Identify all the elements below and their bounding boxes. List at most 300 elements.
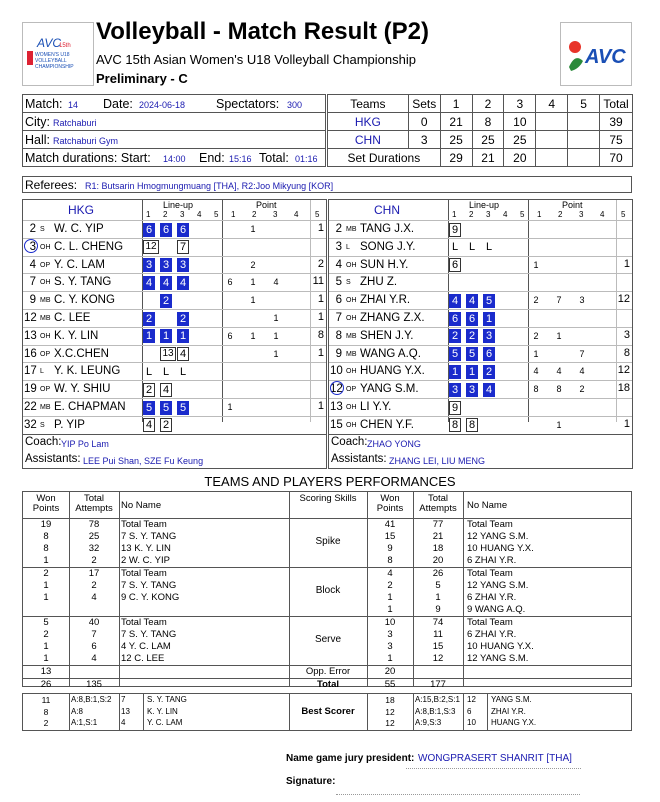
set-points: 1 [556, 419, 562, 430]
sets-cell: 25 [504, 131, 536, 149]
player-name: SUN H.Y. [360, 258, 409, 271]
point-set-number: 4 [600, 210, 605, 219]
opp-error-right: 20 [384, 666, 396, 677]
won-points-cell: 1 [43, 555, 49, 566]
won-points-cell: 1 [387, 653, 393, 664]
player-number: 4 [29, 258, 36, 271]
lineup-cell: 9 [449, 223, 461, 237]
assistants-label: Assistants: [25, 453, 81, 465]
best-scorer-table [22, 693, 632, 731]
player-number: 4 [335, 258, 342, 271]
best-number: 6 [467, 706, 472, 716]
point-set-number: 1 [537, 210, 542, 219]
lineup-cell: 5 [483, 294, 495, 308]
attempts-cell: 1 [435, 592, 441, 603]
phase-label: Preliminary - C [96, 71, 188, 86]
player-position: MB [40, 297, 51, 305]
player-name: W. C. YIP [54, 223, 104, 235]
set-points: 1 [273, 348, 279, 359]
sets-header-cell: 2 [472, 95, 504, 113]
player-position: OH [346, 404, 357, 411]
city-label: City: [25, 115, 50, 129]
player-name: ZHAI Y.R. [360, 294, 411, 307]
won-points-cell: 1 [387, 604, 393, 615]
point-header: Point [256, 200, 277, 210]
sets-cell [568, 131, 600, 149]
sets-cell: 39 [599, 113, 632, 131]
player-number: 17 [24, 365, 37, 378]
player-total-points: 11 [312, 275, 324, 288]
captain-marker [24, 239, 38, 253]
lineup-set-number: 4 [503, 210, 508, 219]
total-attempts-right: 177 [430, 679, 446, 690]
attempts-cell: 74 [432, 617, 444, 628]
player-number: 6 [335, 294, 342, 307]
best-name: K. Y. LIN [147, 706, 178, 716]
player-total-points: 12 [617, 364, 630, 377]
sets-score-table [327, 94, 633, 167]
match-number: 14 [68, 100, 79, 110]
attempts-cell: 25 [88, 531, 100, 542]
set-points: 2 [250, 259, 256, 270]
column-divider [119, 694, 120, 730]
point-set-number: 5 [621, 210, 626, 219]
set-points: 1 [250, 224, 256, 234]
jury-underline [406, 768, 581, 769]
set-points: 3 [579, 295, 585, 306]
player-position: MB [346, 350, 357, 358]
sets-cell: 0 [408, 113, 440, 131]
player-name: Y. C. LAM [54, 258, 105, 271]
lineup-set-number: 2 [163, 210, 168, 219]
player-name-cell: 12 YANG S.M. [467, 531, 529, 542]
performance-title: TEAMS AND PLAYERS PERFORMANCES [204, 474, 456, 489]
lineup-cell: 6 [177, 223, 189, 237]
player-number: 19 [24, 383, 37, 396]
svg-text:CHAMPIONSHIP: CHAMPIONSHIP [35, 64, 74, 70]
lineup-cell: 2 [160, 294, 172, 308]
duration-label: Match durations: Start: [25, 151, 151, 165]
attempts-cell: 32 [88, 543, 100, 554]
point-set-number: 1 [231, 210, 236, 219]
player-name: LI Y.Y. [360, 401, 392, 413]
player-position: OH [346, 261, 357, 269]
lineup-cell: 3 [143, 258, 155, 272]
assistants-label: Assistants: [331, 453, 387, 465]
player-position: MB [40, 315, 51, 322]
sets-header-cell: 3 [504, 95, 536, 113]
player-position: OH [40, 279, 51, 287]
player-number: 5 [335, 276, 342, 289]
sets-cell: 8 [472, 113, 504, 131]
assistants-names: LEE Pui Shan, SZE Fu Keung [83, 456, 204, 466]
match-info-box [22, 94, 326, 167]
player-row [329, 327, 632, 345]
set-points: 1 [273, 330, 279, 341]
player-number: 10 [330, 365, 343, 378]
player-name: S. Y. TANG [54, 276, 112, 289]
lineup-set-number: 5 [214, 210, 219, 219]
player-position: OP [40, 261, 51, 269]
attempts-cell: 2 [91, 580, 97, 591]
won-points-cell: 2 [387, 580, 393, 591]
attempts-cell: 15 [432, 641, 444, 652]
won-points-cell: 4 [387, 568, 393, 579]
performance-table [22, 491, 632, 690]
championship-logo [22, 22, 94, 86]
set-points: 2 [533, 330, 539, 341]
player-total-points: 1 [317, 293, 324, 306]
player-position: OP [40, 386, 51, 394]
sets-cell: 25 [440, 131, 472, 149]
skill-name: Spike [315, 536, 341, 547]
duration-cell: 21 [472, 149, 504, 167]
attempts-cell: 40 [88, 617, 100, 628]
coach-label: Coach: [331, 436, 368, 448]
won-points-cell: 1 [43, 580, 49, 591]
player-total-points: 18 [617, 382, 630, 395]
duration-cell: 20 [504, 149, 536, 167]
lineup-cell: 3 [466, 383, 478, 397]
player-row [23, 345, 326, 363]
won-points-cell: 2 [43, 568, 49, 579]
set-points: 8 [556, 384, 562, 395]
player-row [329, 256, 632, 274]
best-points: 8 [43, 706, 49, 717]
sets-cell: 3 [408, 131, 440, 149]
player-total-points: 1 [623, 257, 630, 270]
player-number: 16 [24, 347, 37, 360]
player-number: 13 [330, 401, 343, 413]
signature-label: Signature: [286, 776, 336, 787]
best-breakdown: A:8 [71, 706, 84, 716]
player-name-cell: 7 S. Y. TANG [121, 531, 177, 542]
player-row [329, 416, 632, 434]
set-points: 4 [273, 277, 279, 288]
lineup-cell: 1 [177, 329, 189, 343]
total-attempts-left: 135 [86, 679, 102, 690]
point-header: Point [562, 200, 583, 210]
player-total-points: 3 [623, 328, 630, 341]
player-number: 12 [330, 383, 343, 396]
player-name: K. Y. LIN [54, 329, 99, 342]
player-row [329, 362, 632, 380]
lineup-cell: 1 [160, 329, 172, 343]
player-row [23, 238, 326, 256]
point-set-number: 2 [252, 210, 257, 219]
attempts-cell: 9 [435, 604, 441, 615]
player-name-cell: 9 C. Y. KONG [121, 592, 180, 603]
coach-label: Coach: [25, 436, 62, 448]
best-points: 2 [43, 718, 49, 728]
sets-header-cell: Total [599, 95, 632, 113]
player-total-points: 1 [623, 417, 630, 430]
player-position: OH [346, 368, 357, 376]
won-points-cell: 5 [43, 617, 49, 628]
set-points: 7 [579, 348, 585, 359]
player-number: 15 [330, 418, 343, 431]
best-points: 18 [385, 695, 395, 705]
lineup-cell: 5 [449, 347, 461, 361]
player-number: 3 [29, 240, 36, 253]
player-name: SONG J.Y. [360, 240, 416, 253]
divider [23, 434, 326, 435]
lineup-cell: 3 [483, 329, 495, 343]
set-points: 8 [533, 384, 539, 395]
attempts-cell: 20 [432, 555, 444, 566]
player-row [23, 220, 326, 238]
spectators-count: 300 [287, 100, 303, 110]
svg-text:15th: 15th [59, 43, 71, 49]
lineup-cell: 1 [449, 365, 461, 379]
team-name: HKG [68, 203, 95, 217]
lineup-cell: 3 [177, 258, 189, 272]
player-total-points: 2 [317, 257, 324, 270]
player-name-cell: 4 Y. C. LAM [121, 641, 171, 652]
point-set-number: 3 [579, 210, 584, 219]
match-date: 2024-06-18 [139, 100, 186, 110]
best-number: 13 [121, 706, 130, 716]
column-divider [143, 694, 144, 730]
lineup-cell: L [468, 241, 476, 254]
header-won-points: Won Points [32, 493, 60, 514]
skill-name: Serve [314, 634, 342, 645]
player-position: S [40, 226, 45, 233]
column-divider [487, 694, 488, 730]
best-breakdown: A:8,B:1,S:3 [415, 706, 456, 716]
set-points: 1 [556, 330, 562, 341]
sets-cell: 21 [440, 113, 472, 131]
divider [329, 434, 632, 435]
lineup-cell: 3 [449, 383, 461, 397]
player-row [329, 345, 632, 363]
attempts-cell: 11 [433, 629, 443, 640]
player-number: 3 [335, 240, 342, 253]
player-row [23, 380, 326, 398]
won-points-cell: 1 [43, 592, 49, 603]
won-points-cell: 8 [43, 531, 49, 542]
team-hkg-cell: HKG [328, 113, 409, 131]
column-divider [463, 492, 464, 686]
sets-header-cell: Teams [328, 95, 409, 113]
lineup-cell: 2 [177, 312, 189, 326]
hall-label: Hall: [25, 133, 51, 147]
set-points: 1 [533, 348, 539, 359]
player-number: 9 [335, 347, 342, 360]
player-name: C. Y. KONG [54, 294, 115, 307]
set-points: 2 [579, 384, 585, 395]
team-chn-roster [328, 199, 633, 469]
lineup-cell: 6 [466, 312, 478, 326]
player-position: OH [346, 421, 357, 429]
won-points-cell: 1 [43, 641, 49, 652]
player-name-cell: 13 K. Y. LIN [121, 543, 171, 554]
player-name-cell: 7 S. Y. TANG [121, 580, 177, 591]
duration-cell [536, 149, 568, 167]
lineup-set-number: 5 [520, 210, 525, 219]
player-name-cell: 12 YANG S.M. [467, 580, 529, 591]
won-points-cell: 1 [387, 592, 393, 603]
player-name: X.C.CHEN [54, 347, 109, 360]
player-name-cell: Total Team [121, 519, 167, 530]
total-won-left: 26 [40, 679, 52, 690]
sets-cell: 25 [472, 131, 504, 149]
lineup-cell: 4 [160, 276, 172, 290]
player-row [329, 380, 632, 398]
duration-cell: 70 [599, 149, 632, 167]
player-row [23, 327, 326, 345]
lineup-cell: 2 [449, 329, 461, 343]
jury-label: Name game jury president: [286, 753, 415, 764]
total-label: Total [317, 679, 339, 690]
player-position: S [346, 279, 351, 287]
player-name: C. LEE [54, 312, 91, 324]
column-divider [69, 694, 70, 730]
lineup-cell: 5 [143, 401, 155, 415]
lineup-cell: 2 [483, 365, 495, 379]
player-name: ZHANG Z.X. [360, 312, 425, 324]
sets-cell: 10 [504, 113, 536, 131]
best-name: S. Y. TANG [147, 695, 187, 704]
sets-cell [536, 113, 568, 131]
point-set-number: 2 [558, 210, 563, 219]
lineup-cell: 9 [449, 401, 461, 415]
player-number: 8 [335, 329, 342, 342]
lineup-cell: 1 [143, 329, 155, 343]
player-name-cell: 6 ZHAI Y.R. [467, 555, 517, 566]
referees-label: Referees: [25, 178, 78, 192]
player-row [23, 362, 326, 380]
point-set-number: 5 [315, 210, 320, 219]
player-total-points: 8 [623, 346, 630, 359]
avc-logo [560, 22, 632, 86]
set-points: 1 [250, 330, 256, 341]
won-points-cell: 8 [43, 543, 49, 554]
set-points: 4 [533, 366, 539, 377]
best-breakdown: A:1,S:1 [71, 718, 98, 727]
opp-error-label: Opp. Error [305, 666, 351, 677]
player-name: TANG J.X. [360, 223, 415, 235]
player-name-cell: Total Team [467, 568, 513, 579]
lineup-cell: L [162, 365, 170, 378]
won-points-cell: 41 [384, 519, 396, 530]
svg-text:AVC: AVC [37, 36, 62, 50]
attempts-cell: 4 [91, 653, 97, 664]
city-value: Ratchaburi [53, 118, 97, 128]
player-row [23, 291, 326, 309]
player-name-cell: 9 WANG A.Q. [467, 604, 526, 615]
sets-header-cell: 1 [440, 95, 472, 113]
date-label: Date: [103, 97, 133, 111]
hall-value: Ratchaburi Gym [53, 136, 119, 146]
set-durations-label: Set Durations [328, 149, 441, 167]
player-name: ZHU Z. [360, 276, 398, 289]
lineup-cell: 2 [466, 329, 478, 343]
player-row [23, 416, 326, 434]
team-name: CHN [374, 203, 400, 217]
lineup-cell: 4 [177, 347, 189, 361]
won-points-cell: 15 [384, 531, 396, 542]
start-time: 14:00 [163, 154, 186, 164]
player-name-cell: 10 HUANG Y.X. [467, 543, 534, 554]
set-points: 1 [533, 259, 539, 270]
lineup-cell: 5 [160, 401, 172, 415]
lineup-set-number: 3 [180, 210, 185, 219]
best-points: 12 [385, 718, 395, 728]
player-position: OP [40, 350, 51, 358]
player-name-cell: 12 YANG S.M. [467, 653, 529, 664]
player-row [329, 309, 632, 327]
attempts-cell: 12 [432, 653, 444, 664]
end-time: 15:16 [229, 154, 252, 164]
sets-cell: 75 [599, 131, 632, 149]
signature-line [336, 794, 580, 795]
lineup-cell: 6 [449, 258, 461, 272]
player-number: 9 [29, 294, 36, 307]
won-points-cell: 8 [387, 555, 393, 566]
column-divider [413, 694, 414, 730]
lineup-cell: 1 [466, 365, 478, 379]
header-scoring-skills: Scoring Skills [299, 493, 357, 504]
set-points: 6 [227, 330, 233, 341]
lineup-cell: 3 [160, 258, 172, 272]
lineup-cell: L [179, 365, 187, 378]
attempts-cell: 77 [432, 519, 444, 530]
spectators-label: Spectators: [216, 97, 280, 111]
header-total-attempts: Total Attempts [75, 493, 113, 514]
set-points: 7 [556, 295, 562, 306]
player-name-cell: 2 W. C. YIP [121, 555, 170, 566]
team-hkg-roster [22, 199, 327, 469]
best-number: 7 [121, 695, 126, 704]
player-row [23, 256, 326, 274]
lineup-cell: 8 [449, 418, 461, 432]
player-row [329, 291, 632, 309]
lineup-cell: 5 [466, 347, 478, 361]
lineup-cell: L [485, 241, 493, 254]
player-position: OH [346, 297, 357, 305]
player-name-cell: 10 HUANG Y.X. [467, 641, 534, 652]
best-number: 12 [467, 695, 476, 704]
total-time: 01:16 [295, 154, 318, 164]
point-set-number: 4 [294, 210, 299, 219]
won-points-cell: 9 [387, 543, 393, 554]
lineup-cell: 7 [177, 240, 189, 254]
player-name-cell: 7 S. Y. TANG [121, 629, 177, 640]
lineup-cell: 12 [143, 240, 159, 254]
column-divider [119, 492, 120, 686]
player-position: MB [40, 404, 51, 411]
lineup-cell: 4 [449, 294, 461, 308]
best-name: Y. C. LAM [147, 718, 183, 727]
player-position: OH [40, 332, 51, 340]
best-breakdown: A:9,S:3 [415, 718, 442, 727]
player-total-points: 8 [317, 328, 324, 341]
best-scorer-label: Best Scorer [301, 706, 355, 717]
player-total-points: 1 [317, 346, 324, 359]
lineup-set-number: 3 [486, 210, 491, 219]
player-number: 12 [24, 312, 37, 324]
lineup-cell: 13 [160, 347, 176, 361]
player-number: 32 [24, 418, 37, 431]
player-name-cell: 6 ZHAI Y.R. [467, 592, 517, 603]
total-won-right: 55 [384, 679, 396, 690]
lineup-set-number: 1 [452, 210, 457, 219]
header-total-attempts: Total Attempts [419, 493, 457, 514]
player-name: Y. K. LEUNG [54, 365, 121, 378]
lineup-cell: 6 [483, 347, 495, 361]
player-position: S [40, 421, 45, 429]
